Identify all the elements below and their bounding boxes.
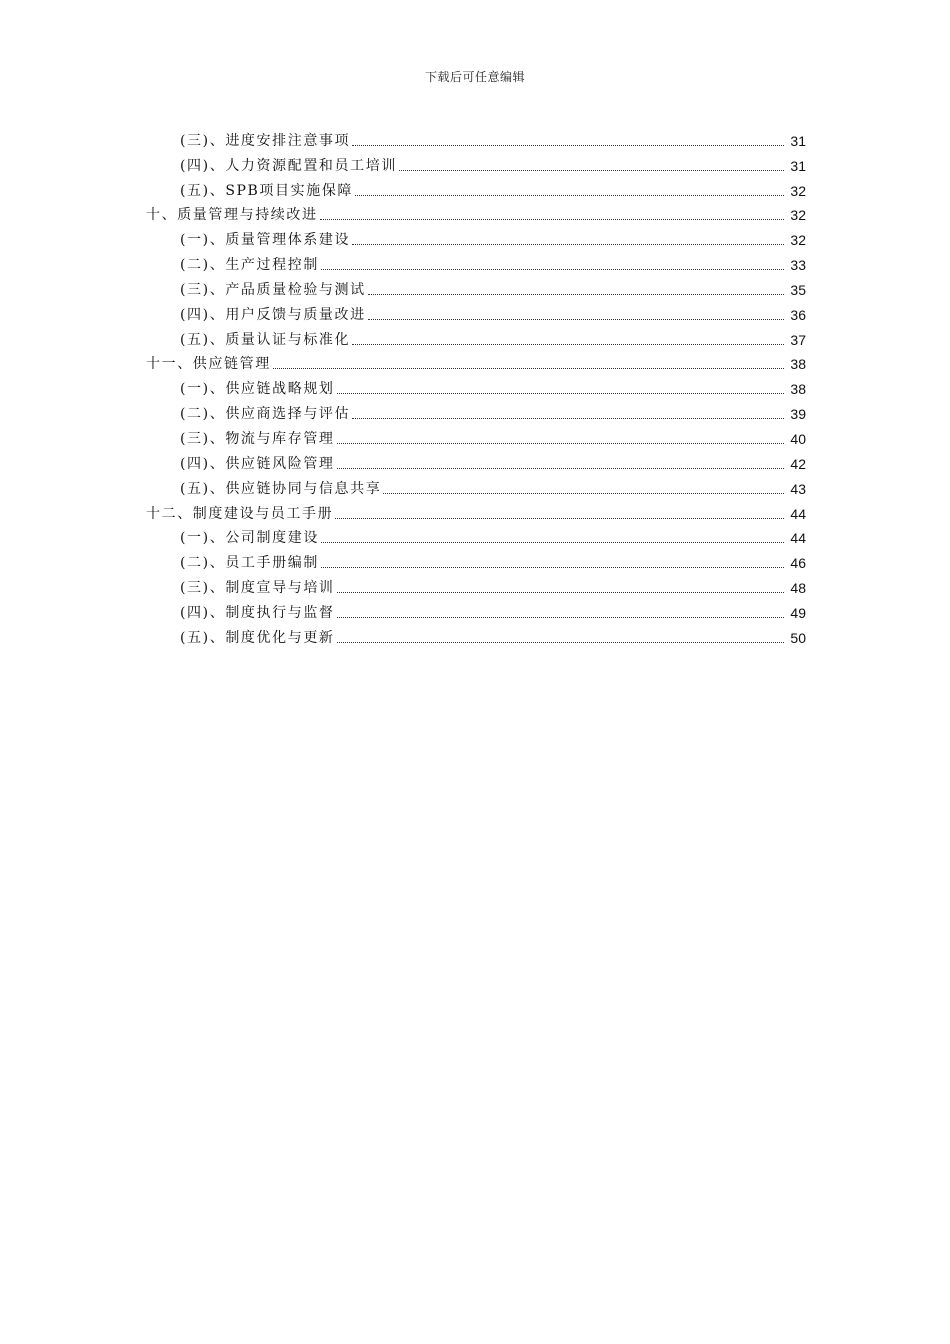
toc-dot-leader [337, 443, 784, 444]
toc-page-number: 49 [790, 604, 806, 621]
toc-page-number: 43 [790, 480, 806, 497]
toc-entry-label: (二)、供应商选择与评估 [180, 406, 351, 423]
toc-entry-label: (四)、用户反馈与质量改进 [180, 306, 366, 323]
toc-dot-leader [352, 418, 784, 419]
toc-entry[interactable] [0, 374, 950, 399]
toc-entry[interactable] [0, 151, 950, 176]
toc-chapter-entry[interactable] [0, 499, 950, 524]
toc-entry[interactable] [0, 424, 950, 449]
toc-entry-label: 十、质量管理与持续改进 [146, 207, 318, 224]
toc-dot-leader [337, 393, 784, 394]
toc-entry-label: (一)、公司制度建设 [180, 530, 319, 547]
toc-dot-leader [321, 269, 784, 270]
toc-page-number: 46 [790, 555, 806, 572]
toc-dot-leader [321, 567, 784, 568]
toc-entry-label: (三)、物流与库存管理 [180, 430, 335, 447]
toc-entry-label: (四)、制度执行与监督 [180, 604, 335, 621]
toc-entry-label: (三)、进度安排注意事项 [180, 132, 351, 149]
toc-page-number: 36 [790, 306, 806, 323]
toc-entry-label: (五)、质量认证与标准化 [180, 331, 351, 348]
toc-entry[interactable] [0, 300, 950, 325]
toc-entry[interactable] [0, 250, 950, 275]
toc-entry-label: (三)、制度宣导与培训 [180, 580, 335, 597]
table-of-contents [0, 126, 950, 648]
toc-entry-label: (五)、制度优化与更新 [180, 629, 335, 646]
toc-entry[interactable] [0, 275, 950, 300]
toc-page-number: 35 [790, 281, 806, 298]
toc-page-number: 37 [790, 331, 806, 348]
toc-page-number: 42 [790, 455, 806, 472]
toc-page-number: 32 [790, 232, 806, 249]
toc-dot-leader [352, 344, 784, 345]
toc-entry[interactable] [0, 573, 950, 598]
toc-dot-leader [399, 170, 784, 171]
toc-entry[interactable] [0, 548, 950, 573]
toc-dot-leader [335, 518, 784, 519]
toc-entry-label: (四)、供应链风险管理 [180, 455, 335, 472]
toc-dot-leader [337, 642, 784, 643]
toc-entry[interactable] [0, 126, 950, 151]
toc-dot-leader [320, 219, 784, 220]
toc-entry-label: (四)、人力资源配置和员工培训 [180, 157, 397, 174]
toc-page-number: 48 [790, 580, 806, 597]
toc-entry-label: (五)、SPB项目实施保障 [180, 182, 354, 199]
toc-dot-leader [273, 368, 784, 369]
toc-entry[interactable] [0, 325, 950, 350]
toc-entry-label: (三)、产品质量检验与测试 [180, 281, 366, 298]
toc-page-number: 38 [790, 356, 806, 373]
toc-page-number: 44 [790, 505, 806, 522]
toc-entry[interactable] [0, 598, 950, 623]
toc-entry[interactable] [0, 399, 950, 424]
toc-page-number: 39 [790, 406, 806, 423]
toc-page-number: 31 [790, 157, 806, 174]
toc-entry-label: 十一、供应链管理 [146, 356, 271, 373]
toc-dot-leader [337, 617, 784, 618]
toc-chapter-entry[interactable] [0, 350, 950, 375]
toc-chapter-entry[interactable] [0, 201, 950, 226]
toc-dot-leader [368, 319, 784, 320]
toc-page-number: 40 [790, 430, 806, 447]
toc-dot-leader [368, 294, 784, 295]
toc-entry[interactable] [0, 623, 950, 648]
toc-entry[interactable] [0, 176, 950, 201]
toc-dot-leader [352, 244, 784, 245]
toc-entry-label: (五)、供应链协同与信息共享 [180, 480, 382, 497]
header-note: 下载后可任意编辑 [424, 70, 525, 84]
toc-page-number: 50 [790, 629, 806, 646]
toc-entry[interactable] [0, 225, 950, 250]
toc-dot-leader [355, 195, 784, 196]
toc-page-number: 38 [790, 381, 806, 398]
toc-entry-label: (二)、员工手册编制 [180, 555, 319, 572]
toc-page-number: 31 [790, 132, 806, 149]
toc-entry[interactable] [0, 474, 950, 499]
toc-dot-leader [337, 468, 784, 469]
toc-dot-leader [383, 493, 784, 494]
toc-entry-label: (二)、生产过程控制 [180, 257, 319, 274]
toc-page-number: 32 [790, 207, 806, 224]
toc-page-number: 32 [790, 182, 806, 199]
toc-dot-leader [337, 592, 784, 593]
toc-entry-label: (一)、供应链战略规划 [180, 381, 335, 398]
toc-entry[interactable] [0, 524, 950, 549]
toc-entry-label: 十二、制度建设与员工手册 [146, 505, 334, 522]
toc-dot-leader [321, 542, 784, 543]
toc-page-number: 33 [790, 257, 806, 274]
toc-entry-label: (一)、质量管理体系建设 [180, 232, 351, 249]
toc-entry[interactable] [0, 449, 950, 474]
toc-page-number: 44 [790, 530, 806, 547]
toc-dot-leader [352, 145, 784, 146]
